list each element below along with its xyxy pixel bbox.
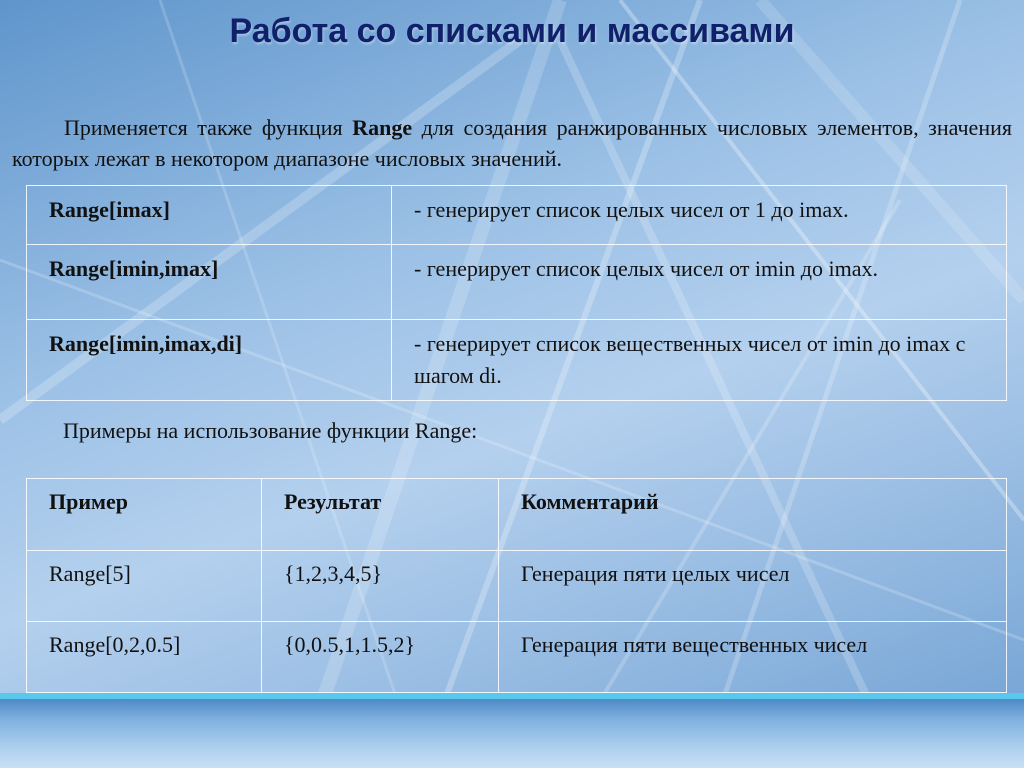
intro-paragraph [12, 112, 1012, 174]
comment-cell: Генерация пяти вещественных чисел [499, 622, 1007, 693]
examples-table [26, 478, 1007, 693]
intro-text-before: Применяется также функция [64, 115, 353, 140]
page-title: Работа со списками и массивами [229, 12, 795, 50]
description-cell: - генерирует список вещественных чисел от imin до imax с шагом di. [392, 320, 1007, 401]
description-cell: - генерирует список целых чисел от 1 до imax. [392, 186, 1007, 245]
header-result: Результат [262, 479, 499, 551]
table-row [27, 622, 1007, 693]
bottom-band [0, 693, 1024, 768]
table-header-row [27, 479, 1007, 551]
example-cell: Range[0,2,0.5] [27, 622, 262, 693]
header-comment: Комментарий [499, 479, 1007, 551]
range-syntax-table [26, 185, 1007, 401]
examples-caption: Примеры на использование функции Range: [63, 418, 478, 443]
intro-function-name: Range [352, 115, 413, 140]
table-row [27, 186, 1007, 245]
result-cell: {0,0.5,1,1.5,2} [262, 622, 499, 693]
intro-text-after: для создания ранжированных числовых элементов, значения которых лежат в некотором диапазоне числовых значений. [12, 115, 1012, 171]
syntax-cell: Range[imax] [27, 186, 392, 245]
result-cell: {1,2,3,4,5} [262, 551, 499, 622]
syntax-cell: Range[imin,imax] [27, 245, 392, 320]
table-row [27, 245, 1007, 320]
table-row [27, 551, 1007, 622]
comment-cell: Генерация пяти целых чисел [499, 551, 1007, 622]
example-cell: Range[5] [27, 551, 262, 622]
header-example: Пример [27, 479, 262, 551]
syntax-cell: Range[imin,imax,di] [27, 320, 392, 401]
table-row [27, 320, 1007, 401]
description-cell: - генерирует список целых чисел от imin до imax. [392, 245, 1007, 320]
